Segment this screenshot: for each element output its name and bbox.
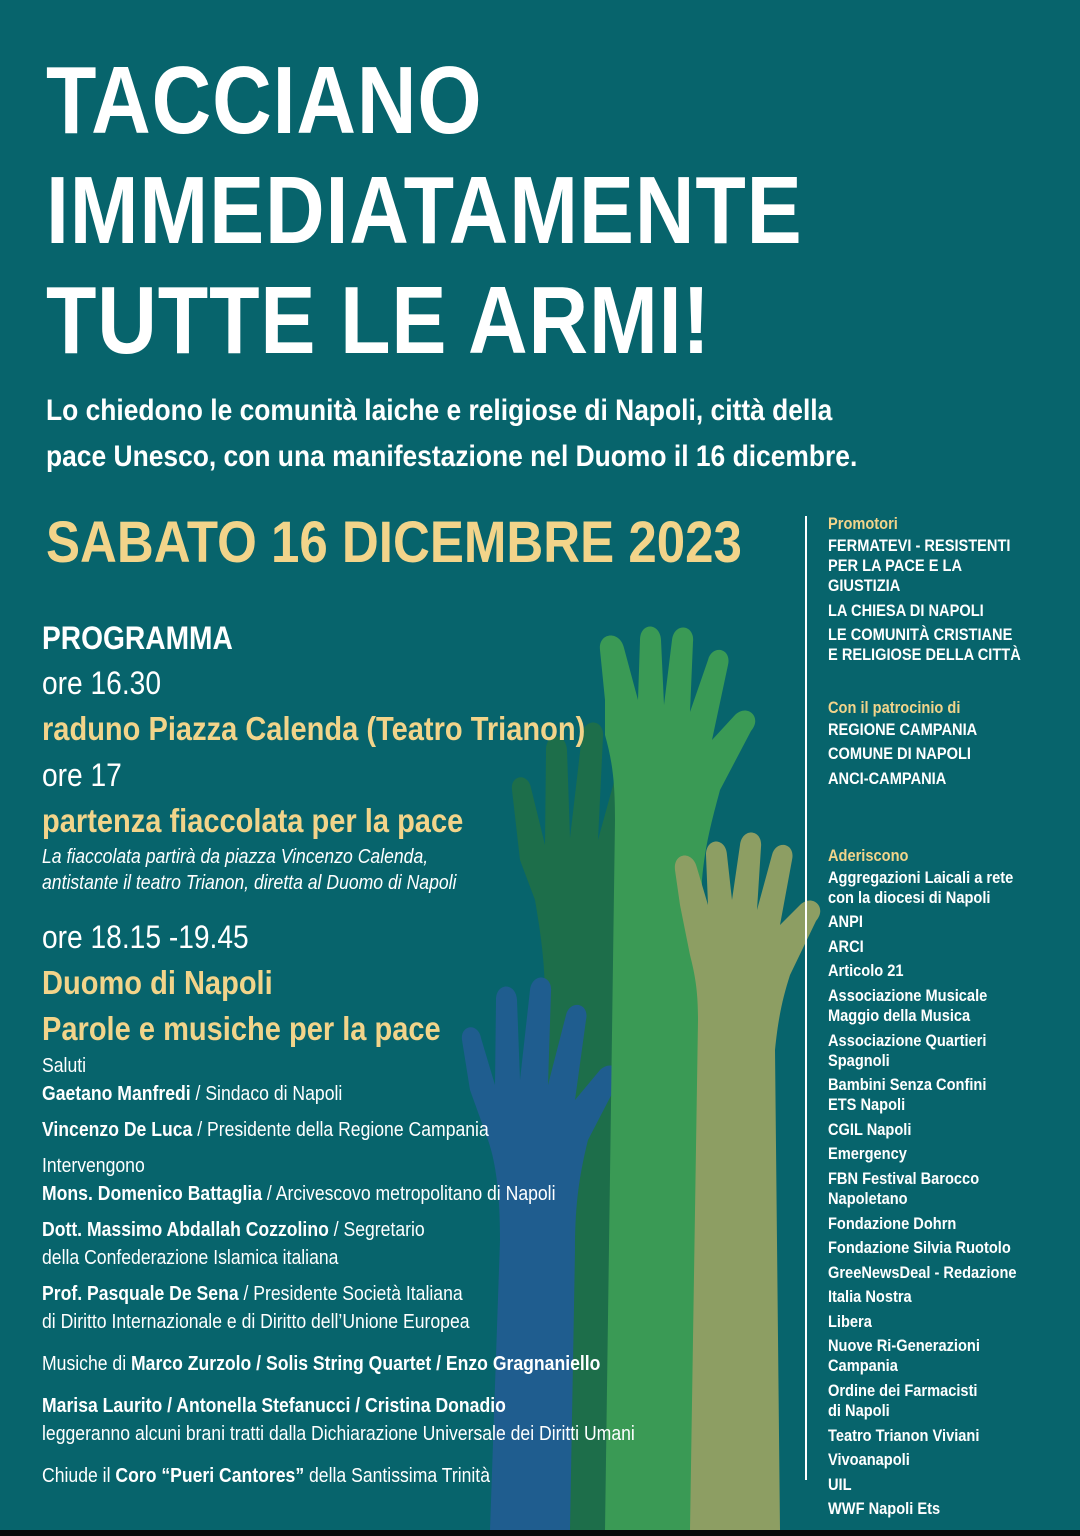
- aderente-item: ANPI: [828, 912, 863, 932]
- olive-hand-icon: [675, 832, 820, 1530]
- aderente-item: con la diocesi di Napoli: [828, 887, 991, 907]
- promotore-item: FERMATEVI - RESISTENTI: [828, 536, 1011, 555]
- aderente-item: ARCI: [828, 936, 864, 956]
- event-1: raduno Piazza Calenda (Teatro Trianon): [42, 710, 586, 747]
- aderente-item: Libera: [828, 1311, 872, 1331]
- headline: [46, 46, 803, 376]
- aderente-item: Nuove Ri-Generazioni: [828, 1336, 980, 1356]
- aderente-item: Italia Nostra: [828, 1287, 912, 1307]
- time-1: ore 16.30: [42, 665, 161, 701]
- vertical-divider: [805, 516, 807, 1480]
- promotori-heading: Promotori: [828, 514, 898, 533]
- time-2: ore 17: [42, 757, 122, 793]
- saluti-label: Saluti: [42, 1055, 87, 1077]
- aderente-item: Maggio della Musica: [828, 1005, 971, 1025]
- event-date: SABATO 16 DICEMBRE 2023: [46, 510, 742, 575]
- note-line-2: antistante il teatro Trianon, diretta al Duomo di Napoli: [42, 872, 457, 894]
- aderente-item: Associazione Quartieri: [828, 1030, 987, 1050]
- promotore-item: PER LA PACE E LA GIUSTIZIA: [828, 556, 962, 595]
- aderiscono-heading: Aderiscono: [828, 845, 909, 865]
- headline-line-3: TUTTE LE ARMI!: [46, 267, 711, 374]
- event-3b: Parole e musiche per la pace: [42, 1010, 441, 1047]
- patrocinio-heading: Con il patrocinio di: [828, 697, 961, 717]
- aderente-item: Ordine dei Farmacisti: [828, 1381, 978, 1401]
- saluti-item: Gaetano Manfredi / Sindaco di Napoli: [42, 1083, 343, 1105]
- aderente-item: FBN Festival Barocco: [828, 1168, 980, 1188]
- speaker: Mons. Domenico Battaglia / Arcivescovo metropolitano di Napoli: [42, 1183, 556, 1205]
- subtitle: [46, 388, 926, 480]
- aderente-item: Articolo 21: [828, 961, 904, 981]
- note-line-1: La fiaccolata partirà da piazza Vincenzo Calenda,: [42, 846, 429, 868]
- aderente-item: WWF Napoli Ets: [828, 1499, 941, 1519]
- speaker-role-line: di Diritto Internazionale e di Diritto dell’Unione Europea: [42, 1311, 470, 1333]
- event-2: partenza fiaccolata per la pace: [42, 802, 464, 839]
- promotore-item: E RELIGIOSE DELLA CITTÀ: [828, 645, 1021, 665]
- readers-text: leggeranno alcuni brani tratti dalla Dichiarazione Universale dei Diritti Umani: [42, 1423, 635, 1445]
- aderente-item: Spagnoli: [828, 1050, 890, 1070]
- aderente-item: Campania: [828, 1356, 898, 1376]
- time-3: ore 18.15 -19.45: [42, 919, 249, 955]
- event-3a: Duomo di Napoli: [42, 964, 273, 1001]
- aderente-item: di Napoli: [828, 1401, 890, 1421]
- aderente-item: Fondazione Silvia Ruotolo: [828, 1238, 1011, 1258]
- intervengono-label: Intervengono: [42, 1155, 145, 1177]
- speaker: Dott. Massimo Abdallah Cozzolino / Segretario: [42, 1219, 425, 1241]
- aderente-item: Vivoanapoli: [828, 1450, 910, 1470]
- saluti-item: Vincenzo De Luca / Presidente della Regione Campania: [42, 1119, 489, 1141]
- program-heading: PROGRAMMA: [42, 620, 233, 656]
- speaker: Prof. Pasquale De Sena / Presidente Società Italiana: [42, 1283, 463, 1305]
- subtitle-line-2: pace Unesco, con una manifestazione nel Duomo il 16 dicembre.: [46, 440, 858, 473]
- sidebar: [828, 514, 1034, 1524]
- aderente-item: CGIL Napoli: [828, 1119, 912, 1139]
- aderiscono-list: [828, 868, 1034, 1520]
- program-section: [42, 616, 676, 1490]
- aderente-item: Fondazione Dohrn: [828, 1213, 957, 1233]
- promotore-item: LA CHIESA DI NAPOLI: [828, 600, 984, 620]
- aderente-item: Aggregazioni Laicali a rete: [828, 867, 1014, 887]
- closing-line: Chiude il Coro “Pueri Cantores” della Santissima Trinità: [42, 1465, 490, 1487]
- patrocinio-item: COMUNE DI NAPOLI: [828, 744, 971, 764]
- subtitle-line-1: Lo chiedono le comunità laiche e religiose di Napoli, città della: [46, 394, 833, 427]
- aderente-item: Emergency: [828, 1144, 907, 1164]
- aderente-item: ETS Napoli: [828, 1095, 906, 1115]
- aderente-item: Associazione Musicale: [828, 985, 988, 1005]
- aderente-item: UIL: [828, 1474, 852, 1494]
- patrocinio-item: REGIONE CAMPANIA: [828, 719, 978, 739]
- headline-line-2: IMMEDIATAMENTE: [46, 157, 803, 264]
- promotore-item: LE COMUNITÀ CRISTIANE: [828, 625, 1013, 645]
- aderente-item: Napoletano: [828, 1188, 908, 1208]
- patrocinio-item: ANCI-CAMPANIA: [828, 768, 947, 788]
- headline-line-1: TACCIANO: [46, 47, 483, 154]
- music-line: Musiche di Marco Zurzolo / Solis String Quartet / Enzo Gragnaniello: [42, 1353, 601, 1375]
- readers-names: Marisa Laurito / Antonella Stefanucci / Cristina Donadio: [42, 1395, 506, 1417]
- speaker-role-line: della Confederazione Islamica italiana: [42, 1247, 339, 1269]
- aderente-item: Teatro Trianon Viviani: [828, 1425, 980, 1445]
- aderente-item: GreeNewsDeal - Redazione: [828, 1262, 1017, 1282]
- aderente-item: Bambini Senza Confini: [828, 1075, 987, 1095]
